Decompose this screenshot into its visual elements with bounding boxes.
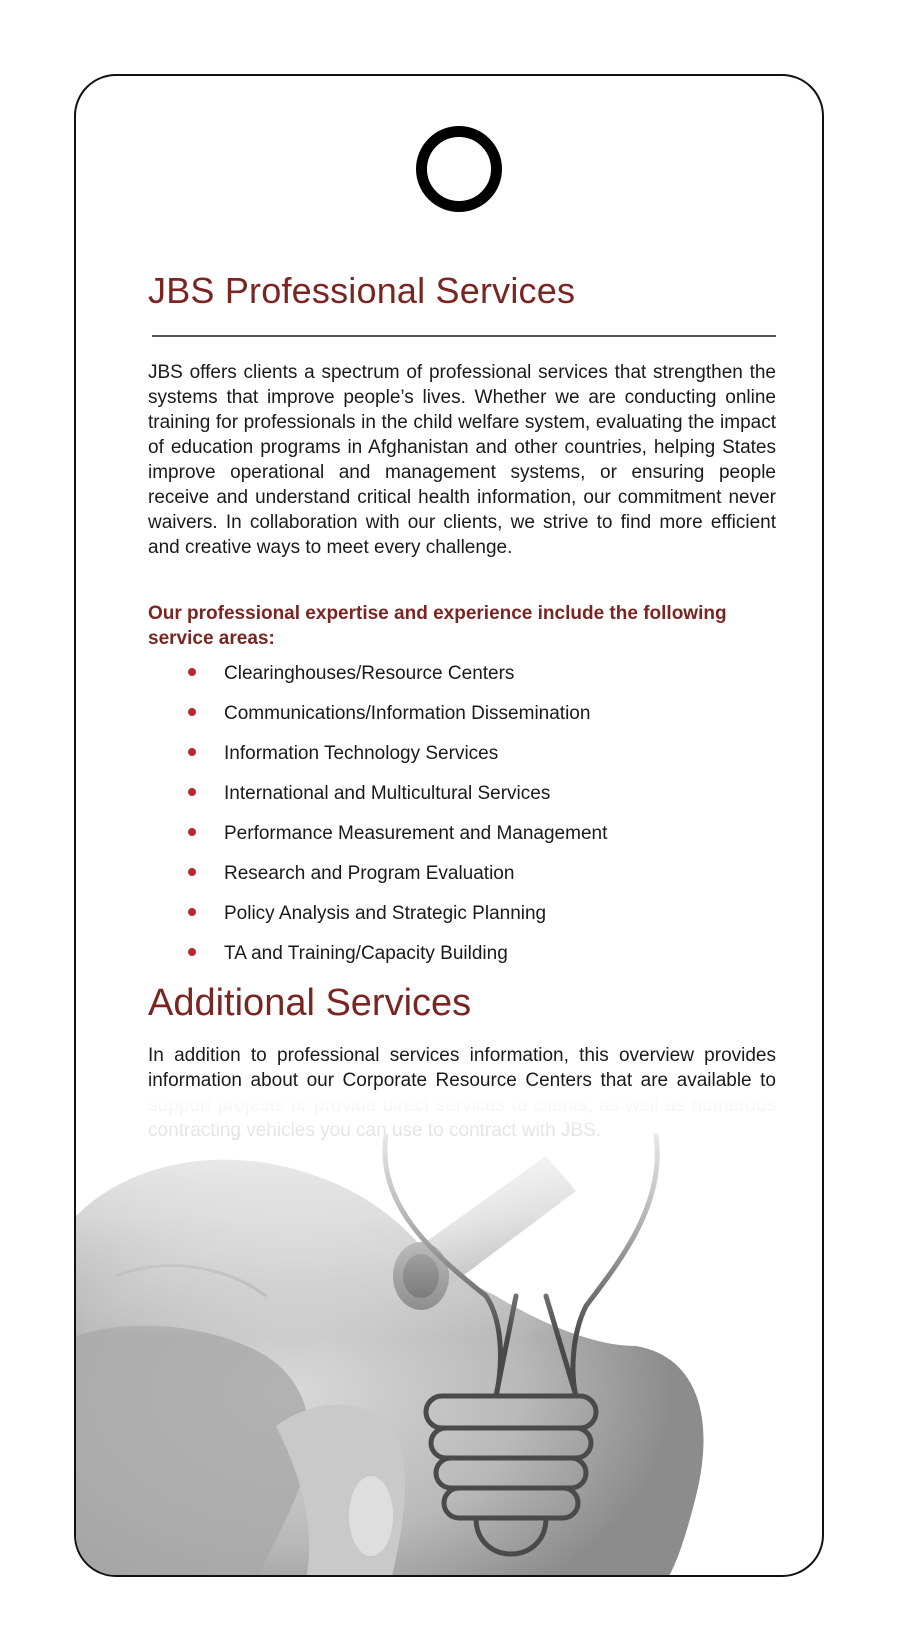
service-label: Communications/Information Dissemination (224, 703, 591, 724)
bullet-icon (188, 828, 196, 836)
additional-services-paragraph: In addition to professional services information, this overview provides information about our Corporate Resource Centers that are available to (148, 1045, 776, 1091)
service-label: TA and Training/Capacity Building (224, 943, 508, 964)
list-item (188, 694, 607, 734)
service-areas-list (188, 654, 607, 974)
list-item (188, 894, 607, 934)
list-item (188, 854, 607, 894)
list-item (188, 774, 607, 814)
bullet-icon (188, 948, 196, 956)
service-label: Performance Measurement and Management (224, 823, 608, 844)
title-divider (152, 335, 776, 337)
list-item (188, 654, 607, 694)
list-item (188, 814, 607, 854)
hand-drawing-lightbulb-image (76, 1096, 824, 1577)
bullet-icon (188, 788, 196, 796)
bullet-icon (188, 908, 196, 916)
service-label: Policy Analysis and Strategic Planning (224, 903, 547, 924)
page-title: JBS Professional Services (148, 270, 576, 311)
service-label: Research and Program Evaluation (224, 863, 515, 884)
tag-card (74, 74, 824, 1577)
bullet-icon (188, 668, 196, 676)
list-item (188, 934, 607, 974)
bullet-icon (188, 708, 196, 716)
tag-hole-icon (416, 126, 502, 212)
intro-paragraph: JBS offers clients a spectrum of professional services that strengthen the systems that improve people’s lives. Whether we are conducting online training for professionals in the child welfare system, evaluating the impact of education programs in Afghanistan and other countries, helping States improve operational and management systems, or ensuring people receive and understand critical health information, our commitment never waivers. In collaboration with our clients, we strive to find more efficient and creative ways to meet every challenge. (148, 362, 776, 558)
bullet-icon (188, 868, 196, 876)
service-label: Clearinghouses/Resource Centers (224, 663, 515, 684)
additional-services-title: Additional Services (148, 982, 472, 1024)
expertise-heading: Our professional expertise and experience include the following service areas: (148, 603, 727, 649)
bullet-icon (188, 748, 196, 756)
list-item (188, 734, 607, 774)
service-label: Information Technology Services (224, 743, 499, 764)
service-label: International and Multicultural Services (224, 783, 551, 804)
